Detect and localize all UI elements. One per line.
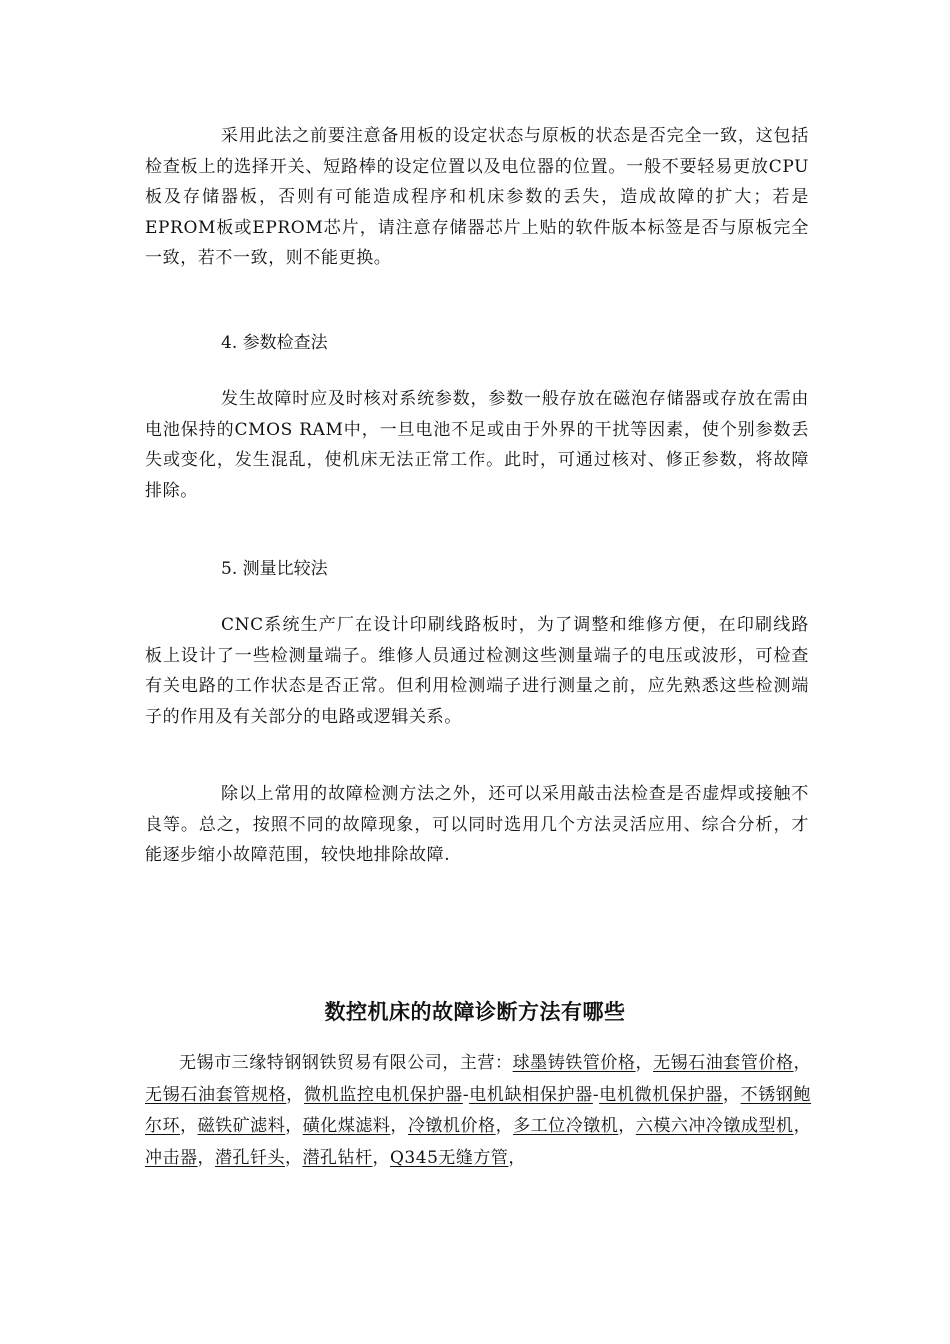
separator: ， [793,1053,812,1073]
link-phase-loss-protector[interactable]: 电机缺相保护器 [469,1084,593,1105]
separator: ， [390,1116,408,1137]
link-cold-header-price[interactable]: 冷镦机价格 [407,1116,496,1137]
separator: ， [180,1116,198,1137]
separator: ， [495,1116,514,1137]
link-oil-casing-price[interactable]: 无锡石油套管价格 [653,1053,794,1073]
paragraph-summary: 除以上常用的故障检测方法之外，还可以采用敲击法检查是否虚焊或接触不良等。总之，按照不同的故障现象，可以同时选用几个方法灵活应用、综合分析，才能逐步缩小故障范围，较快地排除故障. [145,784,809,866]
link-impactor[interactable]: 冲击器 [145,1147,198,1168]
separator: ， [285,1147,303,1168]
link-oil-casing-spec[interactable]: 无锡石油套管规格 [145,1084,287,1105]
link-sulfonated-coal-filter[interactable]: 磺化煤滤料 [302,1116,391,1137]
separator: ， [285,1116,303,1137]
separator: ， [508,1147,526,1168]
heading-measure-compare: 5. 测量比较法 [221,559,328,579]
separator: ， [722,1084,741,1105]
link-q345-seamless-square-tube[interactable]: Q345无缝方管 [390,1147,509,1168]
section-title: 数控机床的故障诊断方法有哪些 [324,1000,626,1024]
link-six-die-cold-former[interactable]: 六模六冲冷镦成型机 [635,1116,794,1137]
separator: ， [618,1116,636,1137]
separator: ， [372,1147,390,1168]
paragraph-measure-compare: CNC系统生产厂在设计印刷线路板时，为了调整和维修方便，在印刷线路板上设计了一些检测量端子。维修人员通过检测这些测量端子的电压或波形，可检查有关电路的工作状态是否正常。但利用检测端子进行测量之前，应先熟悉这些检测端子的作用及有关部分的电路或逻辑关系。 [145,615,809,727]
separator: ， [197,1147,215,1168]
separator: ， [635,1053,654,1073]
link-stainless-pall-ring[interactable]: 不锈钢鲍尔环 [145,1084,812,1137]
paragraph-backup-board: 采用此法之前要注意备用板的设定状态与原板的状态是否完全一致，这包括检查板上的选择开关、短路棒的设定位置以及电位器的位置。一般不要轻易更放CPU板及存储器板，否则有可能造成程序和机床参数的丢失，造成故障的扩大；若是EPROM板或EPROM芯片，请注意存储器芯片上贴的软件版本标签是否与原板完全一致，若不一致，则不能更换。 [145,126,809,269]
company-paragraph [145,1048,811,1174]
paragraph-parameter-check: 发生故障时应及时核对系统参数，参数一般存放在磁泡存储器或存放在需由电池保持的CMOS RAM中，一旦电池不足或由于外界的干扰等因素，使个别参数丢失或变化，发生混乱，使机床无法正常工作。此时，可通过核对、修正参数，将故障排除。 [145,389,809,501]
link-multistation-cold-header[interactable]: 多工位冷镦机 [513,1116,619,1137]
separator: ， [793,1116,812,1137]
link-dth-rod[interactable]: 潜孔钻杆 [302,1147,373,1168]
separator: ， [286,1084,304,1105]
company-intro: 无锡市三缘特钢钢铁贸易有限公司，主营： [179,1053,513,1073]
separator: - [592,1084,600,1105]
link-motor-microcomputer-protector[interactable]: 电机微机保护器 [599,1084,723,1105]
separator: - [462,1084,470,1105]
link-dth-bit[interactable]: 潜孔钎头 [215,1147,285,1168]
link-microcomputer-motor-protector[interactable]: 微机监控电机保护器 [303,1084,463,1105]
link-ductile-iron-pipe-price[interactable]: 球墨铸铁管价格 [512,1053,636,1073]
heading-parameter-check: 4. 参数检查法 [221,333,328,353]
link-magnetite-filter[interactable]: 磁铁矿滤料 [197,1116,286,1137]
